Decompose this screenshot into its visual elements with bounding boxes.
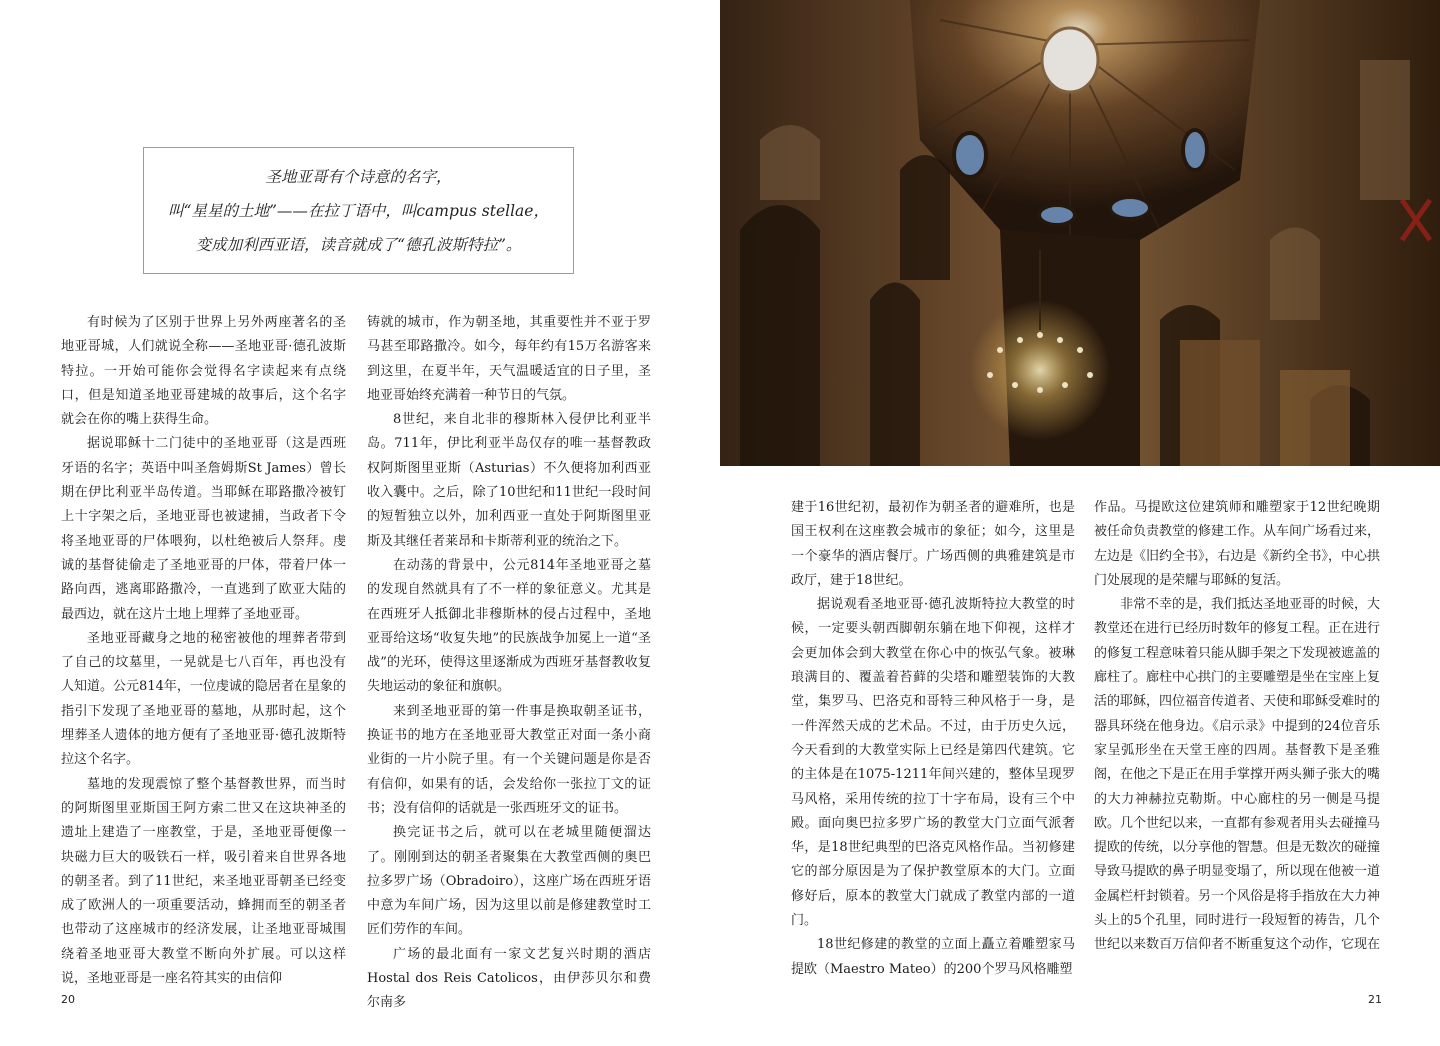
pull-quote-box — [143, 147, 574, 274]
paragraph: 8世纪，来自北非的穆斯林入侵伊比利亚半岛。711年，伊比利亚半岛仅存的唯一基督教政权阿斯图里亚斯（Asturias）不久便将加利西亚收入囊中。之后，除了10世纪和11世纪一段时间的短暂独立以外，加利西亚一直处于阿斯图里亚斯及其继任者莱昂和卡斯蒂利亚的统治之下。 — [367, 412, 651, 549]
paragraph: 18世纪修建的教堂的立面上矗立着雕塑家马提欧（Maestro Mateo）的200个罗马风格雕塑 — [791, 937, 1075, 977]
paragraph: 广场的最北面有一家文艺复兴时期的酒店Hostal dos Reis Catolicos，由伊莎贝尔和费尔南多 — [367, 946, 651, 1011]
paragraph-continued: 铸就的城市，作为朝圣地，其重要性并不亚于罗马甚至耶路撒冷。如今，每年约有15万名游客来到这里，在夏半年，天气温暖适宜的日子里，圣地亚哥始终充满着一种节日的气氛。 — [367, 315, 651, 403]
cathedral-dome-photo — [720, 0, 1440, 466]
page-number: 21 — [1368, 993, 1382, 1006]
paragraph: 有时候为了区别于世界上另外两座著名的圣地亚哥城，人们就说全称——圣地亚哥·德孔波斯特拉。一开始可能你会觉得名字读起来有点绕口，但是知道圣地亚哥建城的故事后，这个名字就会在你的嘴上获得生命。 — [61, 315, 346, 428]
paragraph: 非常不幸的是，我们抵达圣地亚哥的时候，大教堂还在进行已经历时数年的修复工程。正在进行的修复工程意味着只能从脚手架之下发现被遮盖的廊柱了。廊柱中心拱门的主要雕塑是坐在宝座上复活的耶稣，四位福音传道者、天使和耶稣受难时的器具环绕在他身边。《启示录》中提到的24位音乐家呈弧形坐在天堂王座的四周。基督教下是圣雅阁，在他之下是正在用手掌撑开两头狮子张大的嘴的大力神赫拉克勒斯。中心廊柱的另一侧是马提欧。几个世纪以来，一直都有参观者用头去碰撞马提欧的传统，以分享他的智慧。但是无数次的碰撞导致马提欧的鼻子明显变塌了，所以现在他被一道金属栏杆封锁着。另一个风俗是将手指放在大力神头上的5个孔里，同时进行一段短暂的祷告，几个世纪以来数百万信仰者不断重复这个动作，它现在 — [1094, 597, 1381, 953]
paragraph: 圣地亚哥藏身之地的秘密被他的埋葬者带到了自己的坟墓里，一晃就是七八百年，再也没有人知道。公元814年，一位虔诚的隐居者在星象的指引下发现了圣地亚哥的墓地，从那时起，这个埋葬圣人遗体的地方便有了圣地亚哥·德孔波斯特拉这个名字。 — [61, 630, 346, 768]
pull-quote-line: 叫“星星的土地”——在拉丁语中，叫campus stellae， — [168, 202, 549, 220]
left-column-2 — [367, 311, 651, 1011]
left-column-1 — [61, 311, 346, 987]
paragraph: 据说耶稣十二门徒中的圣地亚哥（这是西班牙语的名字；英语中叫圣詹姆斯St James）曾长期在伊比利亚半岛传道。当耶稣在耶路撒冷被钉上十字架之后，圣地亚哥也被逮捕，当政者下令将圣地亚哥的尸体喂狗，以杜绝被后人祭拜。虔诚的基督徒偷走了圣地亚哥的尸体，带着尸体一路向西，逃离耶路撒冷，一直逃到了欧亚大陆的最西边，就在这片土地上埋葬了圣地亚哥。 — [61, 436, 346, 622]
paragraph: 据说观看圣地亚哥·德孔波斯特拉大教堂的时候，一定要头朝西脚朝东躺在地下仰视，这样才会更加体会到大教堂在你心中的恢弘气象。被琳琅满目的、覆盖着苔藓的尖塔和雕塑装饰的大教堂，集罗马、巴洛克和哥特三种风格于一身，是一件浑然天成的艺术品。不过，由于历史久远，今天看到的大教堂实际上已经是第四代建筑。它的主体是在1075-1211年间兴建的，整体呈现罗马风格，采用传统的拉丁十字布局，设有三个中殿。面向奥巴拉多罗广场的教堂大门立面气派奢华，是18世纪典型的巴洛克风格作品。当初修建它的部分原因是为了保护教堂原本的大门。立面修好后，原本的教堂大门就成了教堂内部的一道门。 — [791, 597, 1075, 929]
paragraph: 墓地的发现震惊了整个基督教世界，而当时的阿斯图里亚斯国王阿方索二世又在这块神圣的遗址上建造了一座教堂，于是，圣地亚哥便像一块磁力巨大的吸铁石一样，吸引着来自世界各地的朝圣者。到了11世纪，来圣地亚哥朝圣已经变成了欧洲人的一项重要活动，蜂拥而至的朝圣者也带动了这座城市的经济发展，让圣地亚哥城围绕着圣地亚哥大教堂不断向外扩展。可以这样说，圣地亚哥是一座名符其实的由信仰 — [61, 776, 346, 987]
paragraph: 在动荡的背景中，公元814年圣地亚哥之墓的发现自然就具有了不一样的象征意义。尤其是在西班牙人抵御北非穆斯林的侵占过程中，圣地亚哥给这场“收复失地”的民族战争加冕上一道“圣战”的光环，使得这里逐渐成为西班牙基督教收复失地运动的象征和旗帜。 — [367, 557, 651, 695]
paragraph: 来到圣地亚哥的第一件事是换取朝圣证书，换证书的地方在圣地亚哥大教堂正对面一条小商业街的一片小院子里。有一个关键问题是你是否有信仰，如果有的话，会发给你一张拉丁文的证书；没有信仰的话就是一张西班牙文的证书。 — [367, 703, 651, 816]
pull-quote-line: 圣地亚哥有个诗意的名字， — [265, 168, 452, 186]
right-page — [720, 0, 1440, 1046]
page-number: 20 — [61, 993, 75, 1006]
right-column-2 — [1094, 496, 1380, 976]
pull-quote-line: 变成加利西亚语，读音就成了“德孔波斯特拉”。 — [195, 236, 522, 254]
paragraph-continued: 作品。马提欧这位建筑师和雕塑家于12世纪晚期被任命负责教堂的修建工作。从车间广场看过来，左边是《旧约全书》，右边是《新约全书》，中心拱门处展现的是荣耀与耶稣的复活。 — [1094, 500, 1381, 588]
right-column-1 — [791, 496, 1075, 976]
paragraph-continued: 建于16世纪初，最初作为朝圣者的避难所，也是国王权利在这座教会城市的象征；如今，这里是一个豪华的酒店餐厅。广场西侧的典雅建筑是市政厅，建于18世纪。 — [791, 500, 1075, 588]
paragraph: 换完证书之后，就可以在老城里随便溜达了。刚刚到达的朝圣者聚集在大教堂西侧的奥巴拉多罗广场（Obradoiro），这座广场在西班牙语中意为车间广场，因为这里以前是修建教堂时工匠们劳作的车间。 — [367, 825, 651, 938]
